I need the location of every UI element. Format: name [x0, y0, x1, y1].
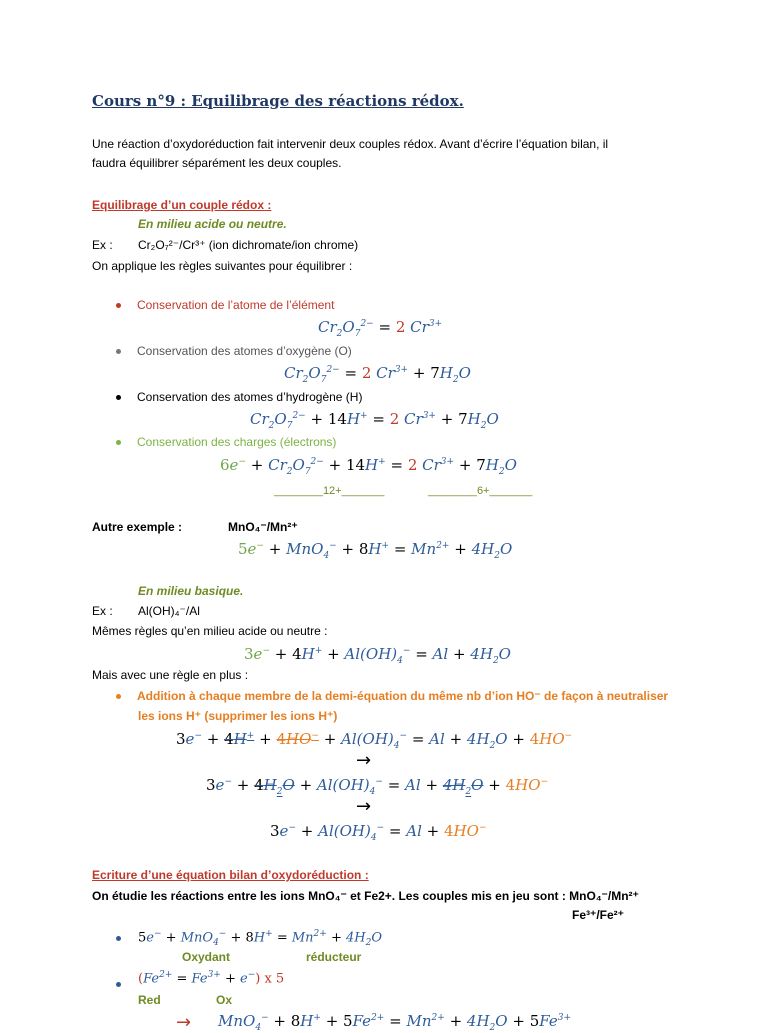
arrow-icon: → — [356, 750, 372, 771]
extra-rule-line-2: les ions H⁺ (supprimer les ions H⁺) — [138, 709, 338, 723]
bullet-icon — [116, 349, 121, 354]
bilan-line-2: Fe³⁺/Fe²⁺ — [572, 908, 625, 922]
bullet-icon — [116, 440, 121, 445]
rule-3 — [116, 390, 362, 404]
rule-2-text: Conservation des atomes d’oxygène (O) — [137, 344, 352, 358]
reducteur-label: réducteur — [306, 950, 362, 964]
arrow-icon: → — [356, 796, 372, 817]
other-example-couple: MnO₄⁻/Mn²⁺ — [228, 520, 298, 534]
bilan-equation-total: $MnO_4^- + 8H^+ + 5Fe^{2+} = Mn^{2+} + 4H_2O + 5Fe^{3+}$ — [218, 1012, 571, 1033]
bullet-icon — [116, 395, 121, 400]
equation-al-2: $3e^- + 4H^+ + 4HO^- + Al(OH)_4^- = Al + 4H_2O + 4HO^-$ — [176, 730, 573, 751]
bilan-equation-1-row — [116, 930, 137, 948]
bullet-icon — [116, 303, 121, 308]
equation-4: $6e^- + Cr_2O_7^{2-} + 14H^+ = 2$ $Cr^{3+} + 7H_2O$ — [220, 456, 517, 477]
other-example-label: Autre exemple : — [92, 520, 183, 534]
charge-left: ________12+_______ — [274, 485, 385, 497]
arrow-icon: → — [176, 1012, 192, 1033]
rule-4-text: Conservation des charges (électrons) — [137, 435, 337, 449]
rule-1 — [116, 298, 334, 312]
section-heading-balancing: Equilibrage d’un couple rédox : — [92, 198, 272, 212]
equation-al-3: $3e^- + 4H_2O + Al(OH)_4^- = Al + 4H_2O + 4HO^-$ — [206, 776, 549, 797]
extra-rule-intro: Mais avec une règle en plus : — [92, 668, 249, 682]
equation-al-final: $3e^- + Al(OH)_4^- = Al + 4HO^-$ — [270, 822, 487, 843]
bullet-icon — [116, 982, 121, 987]
example-couple: Cr₂O₇²⁻/Cr³⁺ (ion dichromate/ion chrome) — [138, 238, 359, 252]
same-rules-text: Mêmes règles qu’en milieu acide ou neutre : — [92, 624, 328, 638]
rule-3-text: Conservation des atomes d’hydrogène (H) — [137, 390, 363, 404]
extra-rule-line-1: Addition à chaque membre de la demi-équation du même nb d’ion HO⁻ de façon à neutraliser — [137, 689, 669, 703]
rule-4 — [116, 435, 336, 449]
bilan-equation-2-row — [116, 976, 137, 994]
rule-1-text: Conservation de l’atome de l’élément — [137, 298, 335, 312]
acid-medium-label: En milieu acide ou neutre. — [138, 217, 287, 231]
rule-2 — [116, 344, 352, 358]
section-heading-bilan: Ecriture d’une équation bilan d’oxydoréduction : — [92, 868, 369, 882]
ox-label: Ox — [216, 993, 233, 1007]
equation-3: $Cr_2O_7^{2-} + 14H^+ = 2$ $Cr^{3+} + 7H_2O$ — [250, 410, 499, 431]
bullet-icon — [116, 694, 121, 699]
red-label: Red — [138, 993, 161, 1007]
example2-couple: Al(OH)₄⁻/Al — [138, 604, 200, 618]
example2-label: Ex : — [92, 604, 113, 618]
bullet-icon — [116, 936, 121, 941]
equation-1: $Cr_2O_7^{2-} = 2$ $Cr^{3+}$ — [318, 318, 443, 339]
page-title: Cours n°9 : Equilibrage des réactions rédox. — [92, 92, 464, 110]
bilan-line-1: On étudie les réactions entre les ions MnO₄⁻ et Fe2+. Les couples mis en jeu sont : MnO₄⁻/Mn²⁺ — [92, 889, 639, 903]
bilan-equation-2: $(Fe^{2+} = Fe^{3+} + e^-)$ x 5 — [138, 970, 285, 987]
equation-mno4: $5e^- + MnO_4^- + 8H^+ = Mn^{2+} + 4H_2O$ — [238, 540, 513, 561]
equation-2: $Cr_2O_7^{2-} = 2$ $Cr^{3+} + 7H_2O$ — [284, 364, 471, 385]
basic-medium-label: En milieu basique. — [138, 584, 244, 598]
oxydant-label: Oxydant — [182, 950, 231, 964]
bilan-equation-1: $5e^- + MnO_4^- + 8H^+ = Mn^{2+} + 4H_2O$ — [138, 929, 383, 948]
equation-al-1: $3e^- + 4H^+ + Al(OH)_4^- = Al + 4H_2O$ — [244, 645, 511, 666]
example-label: Ex : — [92, 238, 113, 252]
rules-intro: On applique les règles suivantes pour équilibrer : — [92, 259, 353, 273]
intro-line-1: Une réaction d’oxydoréduction fait intervenir deux couples rédox. Avant d’écrire l’équation bilan, il — [92, 137, 609, 151]
extra-rule — [116, 689, 668, 703]
charge-right: ________6+_______ — [428, 485, 533, 497]
intro-line-2: faudra équilibrer séparément les deux couples. — [92, 156, 342, 170]
